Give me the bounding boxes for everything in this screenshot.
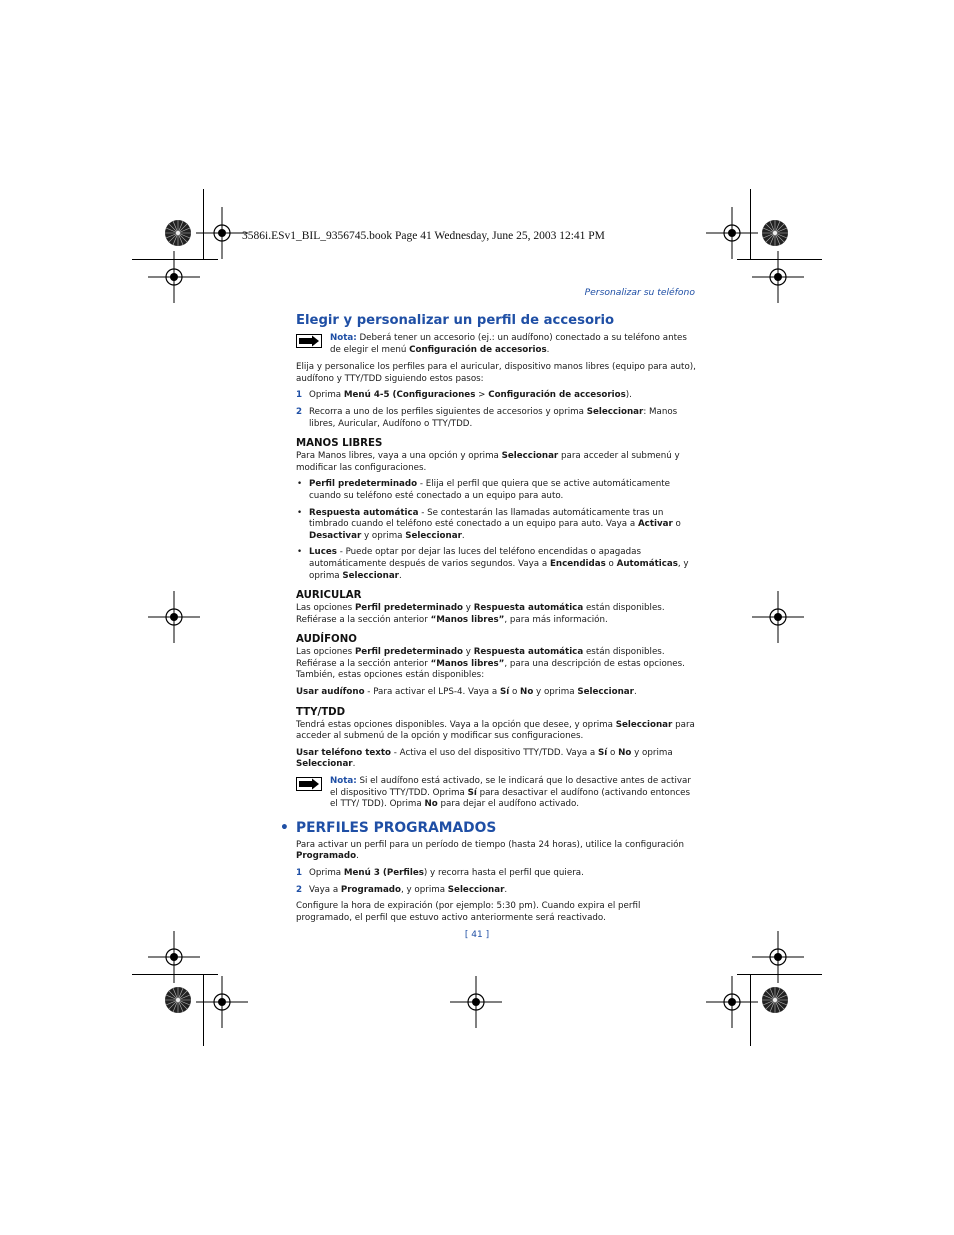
- heading-manos-libres: MANOS LIBRES: [296, 438, 383, 450]
- bullet-icon: •: [297, 507, 303, 518]
- auricular-paragraph: Las opciones Perfil predeterminado y Respuesta automática están disponibles. Refiérase a la sección anterior “Manos libres”, para más información.: [296, 603, 665, 625]
- note-icon: [296, 334, 322, 348]
- note-tty: Nota: Si el audífono está activado, se le indicará que lo desactive antes de activar el dispositivo TTY/TDD. Oprima Sí para desactivar el audífono (activando entonces el TTY/ TDD). Oprima No para dejar el audífono activado.: [296, 776, 696, 811]
- step-1: 1 Oprima Menú 4-5 (Configuraciones > Configuración de accesorios).: [296, 390, 632, 401]
- closing-paragraph: Configure la hora de expiración (por ejemplo: 5:30 pm). Cuando expira el perfil programado, el perfil que estuvo activo anteriormente será reactivado.: [296, 901, 641, 923]
- bullet-icon: •: [297, 479, 303, 490]
- note-icon: [296, 777, 322, 791]
- heading-auricular: AURICULAR: [296, 590, 362, 602]
- tty-paragraph: Tendrá estas opciones disponibles. Vaya a la opción que desee, y oprima Seleccionar para acceder al submenú de la opción y modificar sus configuraciones.: [296, 719, 695, 742]
- page-number: [ 41 ]: [464, 930, 490, 940]
- bullet-icon: •: [280, 819, 289, 836]
- audifono-paragraph: Las opciones Perfil predeterminado y Respuesta automática están disponibles. Refiérase a la sección anterior “Manos libres”, para una descripción de estas opciones. También, estas opciones están disponibles:: [296, 647, 685, 681]
- intro-paragraph: Elija y personalice los perfiles para el auricular, dispositivo manos libres (equipo para auto), audífono y TTY/TDD siguiendo estos pasos:: [296, 362, 696, 384]
- bullet-icon: •: [297, 547, 303, 558]
- running-head: Personalizar su teléfono: [584, 287, 695, 298]
- step-2-programados: 2 Vaya a Programado, y oprima Seleccionar.: [296, 884, 508, 895]
- manos-libres-paragraph: Para Manos libres, vaya a una opción y oprima Seleccionar para acceder al submenú y modificar las configuraciones.: [296, 451, 680, 473]
- bullet-luces: • Luces - Puede optar por dejar las luces del teléfono encendidas o apagadas automáticamente después de varios segundos. Vaya a Encendidas o Automáticas, y oprima Seleccionar.: [297, 547, 689, 581]
- heading-tty-tdd: TTY/TDD: [296, 706, 346, 718]
- usar-telefono-texto-paragraph: Usar teléfono texto - Activa el uso del dispositivo TTY/TDD. Vaya a Sí o No y oprima Seleccionar.: [296, 747, 673, 770]
- heading-audifono: AUDÍFONO: [296, 634, 357, 646]
- step-1-programados: 1 Oprima Menú 3 (Perfiles) y recorra hasta el perfil que quiera.: [296, 868, 584, 878]
- note-accessory: Nota: Deberá tener un accesorio (ej.: un audífono) conectado a su teléfono antes de elegir el menú Configuración de accesorios.: [296, 333, 696, 356]
- page-content: [280, 312, 696, 929]
- section-title: Elegir y personalizar un perfil de accesorio: [296, 313, 615, 328]
- usar-audifono-paragraph: Usar audífono - Para activar el LPS-4. Vaya a Sí o No y oprima Seleccionar.: [296, 687, 637, 698]
- programados-paragraph: Para activar un perfil para un período de tiempo (hasta 24 horas), utilice la configuración Programado.: [296, 839, 684, 862]
- step-2: 2 Recorra a uno de los perfiles siguientes de accesorios y oprima Seleccionar: Manos libres, Auricular, Audífono o TTY/TDD.: [296, 406, 678, 429]
- bullet-perfil-predeterminado: • Perfil predeterminado - Elija el perfil que quiera que se active automáticamente cuando su teléfono esté conectado a un equipo para auto.: [297, 479, 670, 501]
- bullet-respuesta-automatica: • Respuesta automática - Se contestarán las llamadas automáticamente tras un timbrado cuando el teléfono esté conectado a un equipo para auto. Vaya a Activar o Desactivar y oprima Seleccionar.: [297, 507, 681, 541]
- file-info-line: 3586i.ESv1_BIL_9356745.book Page 41 Wednesday, June 25, 2003 12:41 PM: [242, 230, 605, 242]
- section-title-perfiles-programados: • PERFILES PROGRAMADOS: [280, 819, 497, 836]
